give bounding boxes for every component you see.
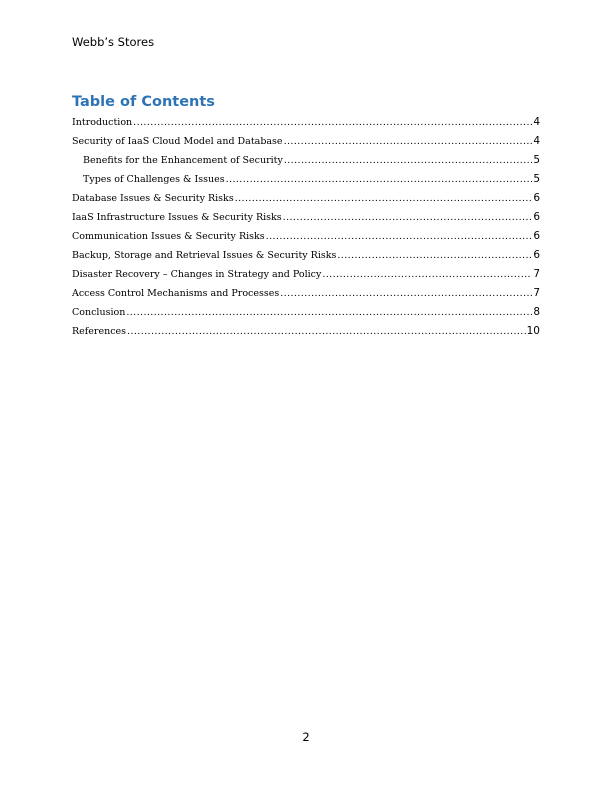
- toc-entry-title: References: [72, 326, 127, 337]
- toc-entry[interactable]: [72, 303, 540, 322]
- toc-entry[interactable]: [72, 284, 540, 303]
- toc-entry-page: 6: [533, 211, 540, 223]
- toc-dot-leader: [284, 151, 532, 170]
- toc-entry-page: 7: [533, 268, 540, 280]
- toc-entry-page: 6: [533, 230, 540, 242]
- toc-entry-title: Types of Challenges & Issues: [83, 174, 225, 185]
- toc-entry-title: Benefits for the Enhancement of Security: [83, 155, 283, 166]
- toc-dot-leader: [126, 303, 532, 322]
- toc-entry[interactable]: [72, 151, 540, 170]
- toc-entry-title: IaaS Infrastructure Issues & Security Risks: [72, 212, 282, 223]
- toc-entry[interactable]: [72, 246, 540, 265]
- toc-entry-page: 7: [533, 287, 540, 299]
- toc-entry[interactable]: [72, 170, 540, 189]
- toc-entry[interactable]: [72, 227, 540, 246]
- page-number: 2: [302, 730, 310, 744]
- toc-entry-title: Communication Issues & Security Risks: [72, 231, 265, 242]
- toc-entry-page: 6: [533, 192, 540, 204]
- toc-heading: Table of Contents: [72, 94, 215, 110]
- toc-entry-title: Backup, Storage and Retrieval Issues & Security Risks: [72, 250, 337, 261]
- toc-entry[interactable]: [72, 189, 540, 208]
- toc-entry-page: 5: [533, 154, 540, 166]
- toc-entry-title: Introduction: [72, 117, 133, 128]
- toc-entry-title: Disaster Recovery – Changes in Strategy and Policy: [72, 269, 322, 280]
- toc-entry-title: Security of IaaS Cloud Model and Database: [72, 136, 283, 147]
- toc-dot-leader: [322, 265, 532, 284]
- toc-entry-page: 4: [533, 116, 540, 128]
- toc-entry-page: 8: [533, 306, 540, 318]
- toc-entry-page: 5: [533, 173, 540, 185]
- toc-entry[interactable]: [72, 113, 540, 132]
- toc-list: [72, 113, 540, 341]
- page-header: Webb’s Stores: [72, 35, 155, 49]
- toc-entry-title: Conclusion: [72, 307, 126, 318]
- toc-entry-page: 4: [533, 135, 540, 147]
- toc-dot-leader: [283, 208, 533, 227]
- toc-dot-leader: [266, 227, 533, 246]
- toc-entry-title: Database Issues & Security Risks: [72, 193, 234, 204]
- toc-dot-leader: [337, 246, 532, 265]
- toc-entry[interactable]: [72, 208, 540, 227]
- toc-entry-page: 10: [526, 325, 540, 337]
- toc-dot-leader: [235, 189, 533, 208]
- toc-entry[interactable]: [72, 132, 540, 151]
- toc-dot-leader: [133, 113, 532, 132]
- toc-dot-leader: [280, 284, 532, 303]
- toc-dot-leader: [127, 322, 526, 341]
- toc-entry-title: Access Control Mechanisms and Processes: [72, 288, 280, 299]
- toc-entry[interactable]: [72, 322, 540, 341]
- toc-entry-page: 6: [533, 249, 540, 261]
- toc-dot-leader: [226, 170, 533, 189]
- toc-dot-leader: [284, 132, 533, 151]
- toc-entry[interactable]: [72, 265, 540, 284]
